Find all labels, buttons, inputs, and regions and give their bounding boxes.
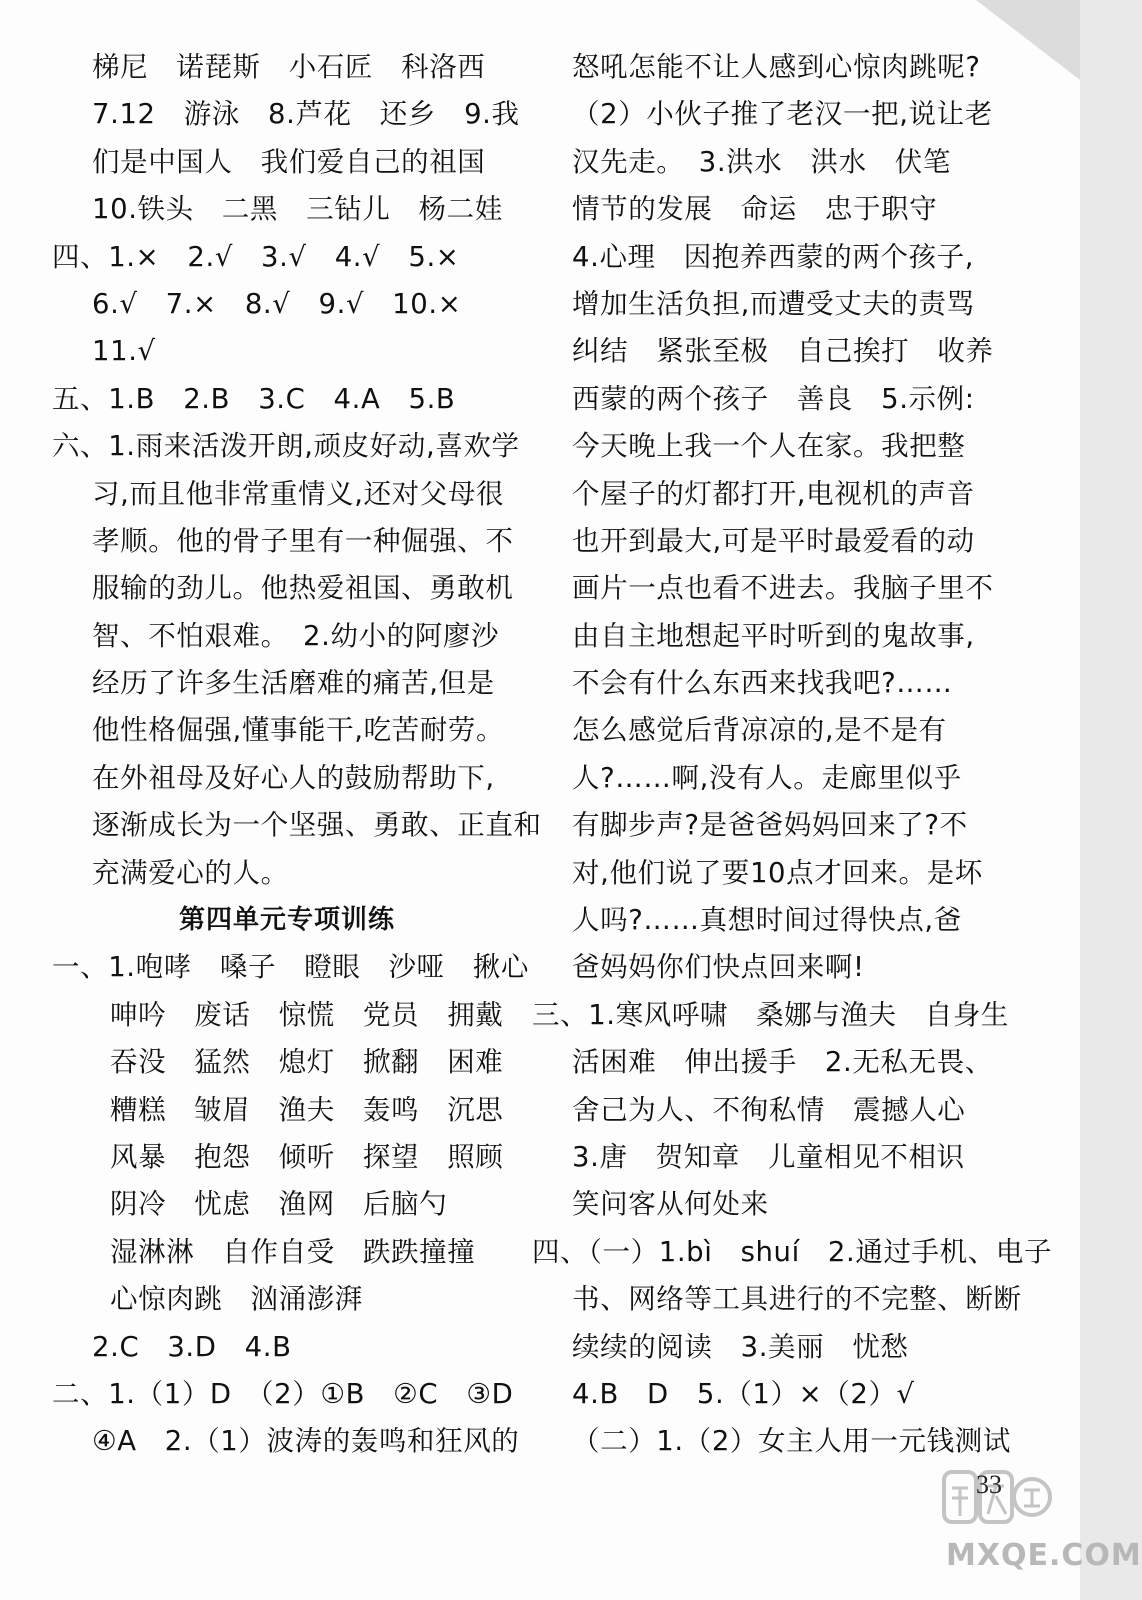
text-line: 服输的劲儿。他热爱祖国、勇敢机 — [92, 572, 514, 605]
text-line: 7.12 游泳 8.芦花 还乡 9.我 — [92, 98, 520, 131]
text-line: 四、（一）1.bì shuí 2.通过手机、电子 — [532, 1235, 1053, 1268]
right-column — [532, 44, 1053, 1466]
text-line: 4.心理 因抱养西蒙的两个孩子, — [572, 240, 975, 273]
text-line: 人?……啊,没有人。走廊里似乎 — [572, 761, 962, 794]
text-line: （2）小伙子推了老汉一把,说让老 — [572, 98, 993, 131]
section-title: 第四单元专项训练 — [178, 905, 395, 936]
text-line: 西蒙的两个孩子 善良 5.示例: — [572, 382, 975, 415]
text-line: 有脚步声?是爸爸妈妈回来了?不 — [572, 809, 968, 842]
text-line: 11.√ — [92, 335, 156, 368]
text-line: 四、1.× 2.√ 3.√ 4.√ 5.× — [52, 240, 460, 273]
text-line: 六、1.雨来活泼开朗,顽皮好动,喜欢学 — [52, 430, 520, 463]
text-line: 画片一点也看不进去。我脑子里不 — [572, 572, 994, 605]
text-line: 风暴 抱怨 倾听 探望 照顾 — [110, 1140, 504, 1173]
text-line: 经历了许多生活磨难的痛苦,但是 — [92, 667, 495, 700]
text-line: 糟糕 皱眉 渔夫 轰鸣 沉思 — [110, 1093, 504, 1126]
watermark-text: MXQE.COM — [946, 1538, 1142, 1573]
text-line: 在外祖母及好心人的鼓励帮助下, — [92, 761, 495, 794]
text-line: 他性格倔强,懂事能干,吃苦耐劳。 — [92, 714, 505, 747]
text-line: 五、1.B 2.B 3.C 4.A 5.B — [52, 382, 456, 415]
text-line: 纠结 紧张至极 自己挨打 收养 — [572, 335, 994, 368]
text-line: 怒吼怎能不让人感到心惊肉跳呢? — [572, 51, 981, 83]
text-line: 一、1.咆哮 嗓子 瞪眼 沙哑 揪心 — [52, 951, 530, 984]
text-line: 增加生活负担,而遭受丈夫的责骂 — [572, 287, 975, 320]
text-line: 三、1.寒风呼啸 桑娜与渔夫 自身生 — [532, 998, 1010, 1031]
text-line: 情节的发展 命运 忠于职守 — [572, 193, 938, 226]
text-line: 书、网络等工具进行的不完整、断断 — [572, 1283, 1022, 1316]
text-line: 阴冷 忧虑 渔网 后脑勺 — [110, 1188, 448, 1221]
text-line: 梯尼 诺琵斯 小石匠 科洛西 — [92, 51, 486, 83]
text-line: （二）1.（2）女主人用一元钱测试 — [572, 1425, 1011, 1458]
text-line: 6.√ 7.× 8.√ 9.√ 10.× — [92, 287, 462, 320]
text-line: 呻吟 废话 惊慌 党员 拥戴 — [110, 998, 504, 1031]
text-line: 逐渐成长为一个坚强、勇敢、正直和 — [92, 809, 542, 842]
text-line: 爸妈妈你们快点回来啊! — [572, 951, 865, 984]
text-line: 续续的阅读 3.美丽 忧愁 — [572, 1330, 909, 1363]
text-line: 4.B D 5.（1）×（2）√ — [572, 1377, 915, 1410]
text-line: 人吗?……真想时间过得快点,爸 — [572, 904, 962, 937]
text-line: 孝顺。他的骨子里有一种倔强、不 — [92, 524, 514, 557]
text-line: 习,而且他非常重情义,还对父母很 — [92, 477, 505, 510]
text-line: 充满爱心的人。 — [92, 856, 289, 889]
text-line: 活困难 伸出援手 2.无私无畏、 — [572, 1046, 993, 1079]
text-line: ④A 2.（1）波涛的轰鸣和狂风的 — [92, 1425, 520, 1458]
page-number: 33 — [976, 1470, 1002, 1499]
left-column — [52, 44, 542, 1466]
text-line: 智、不怕艰难。 2.幼小的阿廖沙 — [92, 619, 500, 652]
text-line: 笑问客从何处来 — [572, 1188, 769, 1221]
text-line: 怎么感觉后背凉凉的,是不是有 — [572, 714, 947, 747]
text-line: 们是中国人 我们爱自己的祖国 — [92, 145, 486, 178]
text-line: 吞没 猛然 熄灯 掀翻 困难 — [110, 1046, 504, 1079]
text-line: 心惊肉跳 汹涌澎湃 — [110, 1283, 363, 1316]
text-line: 个屋子的灯都打开,电视机的声音 — [572, 477, 975, 510]
text-line: 今天晚上我一个人在家。我把整 — [572, 430, 966, 463]
text-line: 舍己为人、不徇私情 震撼人心 — [572, 1093, 966, 1126]
text-line: 不会有什么东西来找我吧?…… — [572, 667, 953, 700]
text-line: 汉先走。 3.洪水 洪水 伏笔 — [572, 145, 951, 178]
text-line: 3.唐 贺知章 儿童相见不相识 — [572, 1140, 965, 1173]
text-line: 10.铁头 二黑 三钻儿 杨二娃 — [92, 193, 503, 226]
text-line: 湿淋淋 自作自受 跌跌撞撞 — [110, 1235, 476, 1268]
text-line: 对,他们说了要10点才回来。是坏 — [572, 856, 983, 889]
text-line: 二、1.（1）D （2）①B ②C ③D — [52, 1377, 514, 1410]
text-line: 由自主地想起平时听到的鬼故事, — [572, 619, 975, 652]
text-line: 也开到最大,可是平时最爱看的动 — [572, 524, 975, 557]
text-line: 2.C 3.D 4.B — [92, 1330, 292, 1363]
